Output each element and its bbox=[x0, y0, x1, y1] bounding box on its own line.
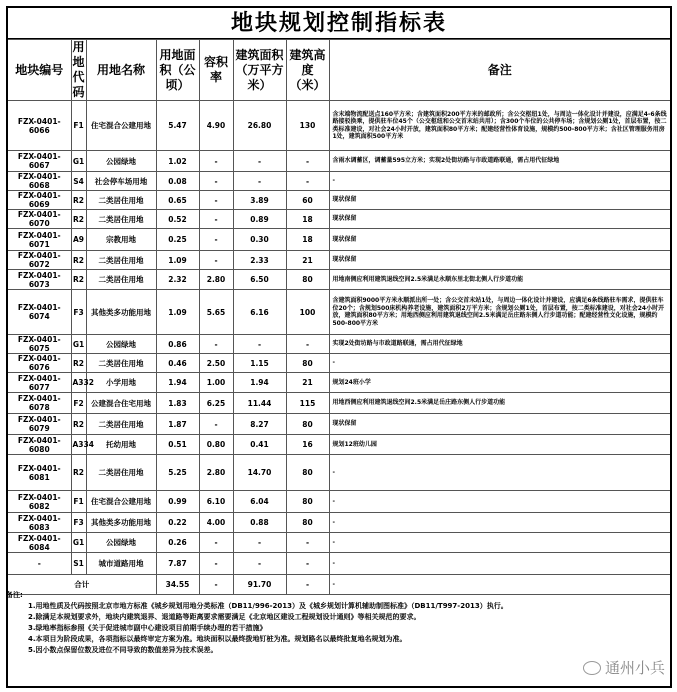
header-plot-id: 地块编号 bbox=[8, 40, 71, 101]
cell-land-area: 0.46 bbox=[156, 354, 199, 373]
cell-building-height: - bbox=[286, 172, 329, 191]
cell-far: - bbox=[199, 172, 233, 191]
cell-land-code: R2 bbox=[71, 270, 86, 290]
cell-note: 规划12班幼儿园 bbox=[329, 435, 670, 455]
cell-land-area: 1.83 bbox=[156, 393, 199, 414]
cell-land-name: 二类居住用地 bbox=[86, 354, 156, 373]
page-title: 地块规划控制指标表 bbox=[8, 8, 670, 39]
cell-land-code: R2 bbox=[71, 210, 86, 229]
planning-table bbox=[8, 39, 670, 595]
cell-note: 规划24班小学 bbox=[329, 373, 670, 393]
cell-gfa: 8.27 bbox=[233, 414, 286, 435]
cell-land-name: 二类居住用地 bbox=[86, 251, 156, 270]
cell-land-name: 宗教用地 bbox=[86, 229, 156, 251]
cell-land-code: S4 bbox=[71, 172, 86, 191]
cell-land-area: 5.47 bbox=[156, 101, 199, 151]
cell-note: 含雨水调蓄区，调蓄量595立方米；实现2处街坊路与市政道路联通，需占用代征绿地 bbox=[329, 151, 670, 172]
cell-note: 含末端物流配送点160平方米；含建筑面积200平方米的邮政所；含公交枢纽1处，与周边一体化设计并建设，应满足4-6条线路接驳换乘，提供驻车位45个（公交枢纽和公交首末站共用）；含300个车位的公共停车场；含规划公厕1处，首层布置，按二类标准建设，对社会24小时开放，建筑面积80平方米；配建经营性体育设施，规模约500-800平方米；含社区管理服务用房1处，建筑面积500平方米 bbox=[329, 101, 670, 151]
table-row bbox=[8, 455, 670, 491]
cell-building-height: 80 bbox=[286, 455, 329, 491]
cell-land-name: 公园绿地 bbox=[86, 533, 156, 553]
cell-far: 1.00 bbox=[199, 373, 233, 393]
cell-building-height: - bbox=[286, 553, 329, 575]
cell-land-area: 7.87 bbox=[156, 553, 199, 575]
cell-note: - bbox=[329, 172, 670, 191]
cell-land-area: 1.09 bbox=[156, 290, 199, 335]
cell-note: - bbox=[329, 553, 670, 575]
header-land-code: 用地代码 bbox=[72, 40, 85, 99]
table-row bbox=[8, 533, 670, 553]
cell-plot-id: FZX-0401-6070 bbox=[8, 210, 71, 229]
cell-plot-id: FZX-0401-6084 bbox=[8, 533, 71, 553]
header-height: 建筑高度（米） bbox=[286, 40, 329, 101]
cell-plot-id: FZX-0401-6082 bbox=[8, 491, 71, 513]
cell-gfa: 0.88 bbox=[233, 513, 286, 533]
cell-plot-id: FZX-0401-6068 bbox=[8, 172, 71, 191]
cell-land-area: 0.52 bbox=[156, 210, 199, 229]
header-notes: 备注 bbox=[329, 40, 670, 101]
table-row bbox=[8, 191, 670, 210]
table-row bbox=[8, 210, 670, 229]
document-frame bbox=[6, 6, 672, 688]
cell-land-area: 2.32 bbox=[156, 270, 199, 290]
total-label: 合计 bbox=[8, 575, 156, 595]
cell-note: - bbox=[329, 491, 670, 513]
cell-land-area: 1.09 bbox=[156, 251, 199, 270]
cell-land-name: 其他类多功能用地 bbox=[86, 513, 156, 533]
footnote-1: 1.用地性质及代码按照北京市地方标准《城乡规划用地分类标准（DB11/996-2013）及《城乡规划计算机辅助制图标准》（DB11/T997-2013）执行。 bbox=[28, 602, 508, 610]
cell-far: 2.80 bbox=[199, 270, 233, 290]
total-gfa: 91.70 bbox=[233, 575, 286, 595]
cell-gfa: - bbox=[233, 335, 286, 354]
total-note: - bbox=[329, 575, 670, 595]
cell-note: 现状保留 bbox=[329, 210, 670, 229]
cell-far: - bbox=[199, 335, 233, 354]
cell-gfa: 2.33 bbox=[233, 251, 286, 270]
table-row bbox=[8, 151, 670, 172]
cell-land-code: G1 bbox=[71, 533, 86, 553]
table-row bbox=[8, 513, 670, 533]
cell-far: 5.65 bbox=[199, 290, 233, 335]
cell-far: 0.80 bbox=[199, 435, 233, 455]
cell-building-height: - bbox=[286, 151, 329, 172]
table-row bbox=[8, 290, 670, 335]
cell-building-height: - bbox=[286, 533, 329, 553]
header-land-name: 用地名称 bbox=[86, 40, 156, 101]
cell-building-height: - bbox=[286, 335, 329, 354]
cell-far: 6.10 bbox=[199, 491, 233, 513]
cell-land-name: 二类居住用地 bbox=[86, 191, 156, 210]
cell-land-code: A9 bbox=[71, 229, 86, 251]
cell-gfa: 0.30 bbox=[233, 229, 286, 251]
cell-land-area: 1.87 bbox=[156, 414, 199, 435]
table-row bbox=[8, 251, 670, 270]
cell-note: - bbox=[329, 513, 670, 533]
cell-gfa: 3.89 bbox=[233, 191, 286, 210]
cell-note: 含建筑面积9000平方米永顺派出所一处；含公交首末站1处，与周边一体化设计并建设，应满足6条线路驻车需求，提供驻车位20个；含规划500床机构养老设施，建筑面积2万平方米；含规划公厕1处，首层布置，按二类标准建设，对社会24小时开放，建筑面积80平方米；用地西侧应利用建筑退线空间2.5米满足岳庄路东侧人行步道功能；配建经营性文化设施，规模约500-800平方米 bbox=[329, 290, 670, 335]
cell-plot-id: FZX-0401-6072 bbox=[8, 251, 71, 270]
cell-gfa: 26.80 bbox=[233, 101, 286, 151]
table-row bbox=[8, 335, 670, 354]
cell-land-code: F3 bbox=[71, 290, 86, 335]
cell-building-height: 115 bbox=[286, 393, 329, 414]
cell-land-name: 二类居住用地 bbox=[86, 210, 156, 229]
cell-note: 实现2处街坊路与市政道路联通，需占用代征绿地 bbox=[329, 335, 670, 354]
footnotes bbox=[6, 590, 508, 656]
cell-gfa: 1.94 bbox=[233, 373, 286, 393]
cell-land-code: G1 bbox=[71, 335, 86, 354]
table-row bbox=[8, 393, 670, 414]
table-row bbox=[8, 270, 670, 290]
footnote-5: 5.因小数点保留位数及进位不同导致的数值差异为技术误差。 bbox=[28, 646, 218, 654]
cell-land-code: F1 bbox=[71, 491, 86, 513]
cell-gfa: - bbox=[233, 533, 286, 553]
cell-plot-id: FZX-0401-6075 bbox=[8, 335, 71, 354]
cell-gfa: 6.50 bbox=[233, 270, 286, 290]
cell-note: 现状保留 bbox=[329, 191, 670, 210]
total-land-area: 34.55 bbox=[156, 575, 199, 595]
cell-land-name: 公建混合住宅用地 bbox=[86, 393, 156, 414]
table-row bbox=[8, 435, 670, 455]
cell-land-name: 社会停车场用地 bbox=[86, 172, 156, 191]
cell-plot-id: FZX-0401-6083 bbox=[8, 513, 71, 533]
cell-land-area: 0.25 bbox=[156, 229, 199, 251]
cell-land-code: S1 bbox=[71, 553, 86, 575]
table-row bbox=[8, 101, 670, 151]
cell-gfa: 0.41 bbox=[233, 435, 286, 455]
cell-land-code: F1 bbox=[71, 101, 86, 151]
cell-land-code: R2 bbox=[71, 414, 86, 435]
table-row bbox=[8, 553, 670, 575]
cell-note: 用地南侧应利用建筑退线空间2.5米满足永顺东里北街北侧人行步道功能 bbox=[329, 270, 670, 290]
cell-building-height: 80 bbox=[286, 513, 329, 533]
table-row bbox=[8, 354, 670, 373]
cell-plot-id: FZX-0401-6073 bbox=[8, 270, 71, 290]
cell-gfa: - bbox=[233, 172, 286, 191]
watermark bbox=[583, 657, 665, 678]
cell-land-code: R2 bbox=[71, 251, 86, 270]
cell-land-area: 0.08 bbox=[156, 172, 199, 191]
cell-land-name: 住宅混合公建用地 bbox=[86, 491, 156, 513]
cell-land-area: 0.65 bbox=[156, 191, 199, 210]
table-row bbox=[8, 414, 670, 435]
cell-building-height: 21 bbox=[286, 251, 329, 270]
wechat-icon bbox=[583, 661, 601, 675]
cell-gfa: - bbox=[233, 553, 286, 575]
cell-land-code: F2 bbox=[71, 393, 86, 414]
total-building-height: - bbox=[286, 575, 329, 595]
cell-far: 6.25 bbox=[199, 393, 233, 414]
cell-building-height: 80 bbox=[286, 414, 329, 435]
cell-land-code: G1 bbox=[71, 151, 86, 172]
cell-plot-id: FZX-0401-6077 bbox=[8, 373, 71, 393]
cell-land-name: 小学用地 bbox=[86, 373, 156, 393]
cell-far: - bbox=[199, 414, 233, 435]
cell-gfa: 11.44 bbox=[233, 393, 286, 414]
cell-far: - bbox=[199, 151, 233, 172]
cell-far: - bbox=[199, 210, 233, 229]
cell-far: 2.80 bbox=[199, 455, 233, 491]
cell-land-code: A332 bbox=[71, 373, 86, 393]
cell-note: 现状保留 bbox=[329, 414, 670, 435]
cell-gfa: - bbox=[233, 151, 286, 172]
cell-land-name: 二类居住用地 bbox=[86, 455, 156, 491]
cell-land-name: 其他类多功能用地 bbox=[86, 290, 156, 335]
cell-plot-id: - bbox=[8, 553, 71, 575]
cell-far: 2.50 bbox=[199, 354, 233, 373]
cell-land-name: 公园绿地 bbox=[86, 335, 156, 354]
header-land-area: 用地面积（公顷） bbox=[156, 40, 199, 101]
cell-land-code: R2 bbox=[71, 191, 86, 210]
cell-land-code: F3 bbox=[71, 513, 86, 533]
cell-building-height: 18 bbox=[286, 229, 329, 251]
cell-land-area: 1.94 bbox=[156, 373, 199, 393]
cell-plot-id: FZX-0401-6071 bbox=[8, 229, 71, 251]
cell-far: 4.00 bbox=[199, 513, 233, 533]
cell-note: - bbox=[329, 533, 670, 553]
cell-building-height: 80 bbox=[286, 270, 329, 290]
cell-building-height: 80 bbox=[286, 491, 329, 513]
cell-plot-id: FZX-0401-6081 bbox=[8, 455, 71, 491]
cell-building-height: 16 bbox=[286, 435, 329, 455]
cell-land-area: 0.22 bbox=[156, 513, 199, 533]
cell-land-name: 公园绿地 bbox=[86, 151, 156, 172]
cell-land-area: 0.26 bbox=[156, 533, 199, 553]
watermark-text: 通州小兵 bbox=[604, 659, 665, 677]
cell-gfa: 0.89 bbox=[233, 210, 286, 229]
table-row bbox=[8, 491, 670, 513]
cell-land-name: 二类居住用地 bbox=[86, 414, 156, 435]
cell-far: - bbox=[199, 553, 233, 575]
cell-building-height: 60 bbox=[286, 191, 329, 210]
cell-plot-id: FZX-0401-6067 bbox=[8, 151, 71, 172]
cell-far: - bbox=[199, 191, 233, 210]
table-row bbox=[8, 229, 670, 251]
cell-land-area: 5.25 bbox=[156, 455, 199, 491]
header-far: 容积率 bbox=[199, 40, 233, 101]
cell-plot-id: FZX-0401-6076 bbox=[8, 354, 71, 373]
cell-gfa: 6.16 bbox=[233, 290, 286, 335]
cell-building-height: 130 bbox=[286, 101, 329, 151]
cell-far: - bbox=[199, 533, 233, 553]
cell-building-height: 80 bbox=[286, 354, 329, 373]
cell-land-code: A334 bbox=[71, 435, 86, 455]
cell-building-height: 100 bbox=[286, 290, 329, 335]
cell-note: - bbox=[329, 354, 670, 373]
cell-plot-id: FZX-0401-6080 bbox=[8, 435, 71, 455]
cell-land-area: 0.99 bbox=[156, 491, 199, 513]
cell-far: 4.90 bbox=[199, 101, 233, 151]
cell-note: 现状保留 bbox=[329, 229, 670, 251]
cell-far: - bbox=[199, 229, 233, 251]
table-row bbox=[8, 373, 670, 393]
cell-plot-id: FZX-0401-6069 bbox=[8, 191, 71, 210]
footnote-2: 2.除满足本规划要求外，地块内建筑退界、退道路等距离要求需要满足《北京地区建设工程规划设计通则》等相关规范的要求。 bbox=[28, 613, 421, 621]
header-gfa: 建筑面积（万平方米） bbox=[233, 40, 286, 101]
cell-land-name: 托幼用地 bbox=[86, 435, 156, 455]
cell-plot-id: FZX-0401-6074 bbox=[8, 290, 71, 335]
footnote-4: 4.本项目为阶段成果，各项指标以最终审定方案为准。地块面积以最终拨地钉桩为准。规划路名以最终批复地名规划为准。 bbox=[28, 635, 407, 643]
cell-note: - bbox=[329, 455, 670, 491]
cell-land-name: 二类居住用地 bbox=[86, 270, 156, 290]
footnote-3: 3.绿地率指标参照《关于促进城市副中心建设项目前期手续办理的若干措施》 bbox=[28, 624, 267, 632]
cell-land-code: R2 bbox=[71, 455, 86, 491]
cell-note: 现状保留 bbox=[329, 251, 670, 270]
footnotes-heading: 备注: bbox=[6, 591, 23, 599]
table-row bbox=[8, 172, 670, 191]
cell-land-area: 1.02 bbox=[156, 151, 199, 172]
cell-building-height: 21 bbox=[286, 373, 329, 393]
cell-land-code: R2 bbox=[71, 354, 86, 373]
cell-plot-id: FZX-0401-6079 bbox=[8, 414, 71, 435]
cell-plot-id: FZX-0401-6078 bbox=[8, 393, 71, 414]
cell-gfa: 6.04 bbox=[233, 491, 286, 513]
cell-land-name: 城市道路用地 bbox=[86, 553, 156, 575]
cell-gfa: 1.15 bbox=[233, 354, 286, 373]
cell-plot-id: FZX-0401-6066 bbox=[8, 101, 71, 151]
cell-land-name: 住宅混合公建用地 bbox=[86, 101, 156, 151]
cell-building-height: 18 bbox=[286, 210, 329, 229]
cell-note: 用地西侧应利用建筑退线空间2.5米满足岳庄路东侧人行步道功能 bbox=[329, 393, 670, 414]
cell-far: - bbox=[199, 251, 233, 270]
cell-land-area: 0.86 bbox=[156, 335, 199, 354]
total-far: - bbox=[199, 575, 233, 595]
cell-land-area: 0.51 bbox=[156, 435, 199, 455]
cell-gfa: 14.70 bbox=[233, 455, 286, 491]
